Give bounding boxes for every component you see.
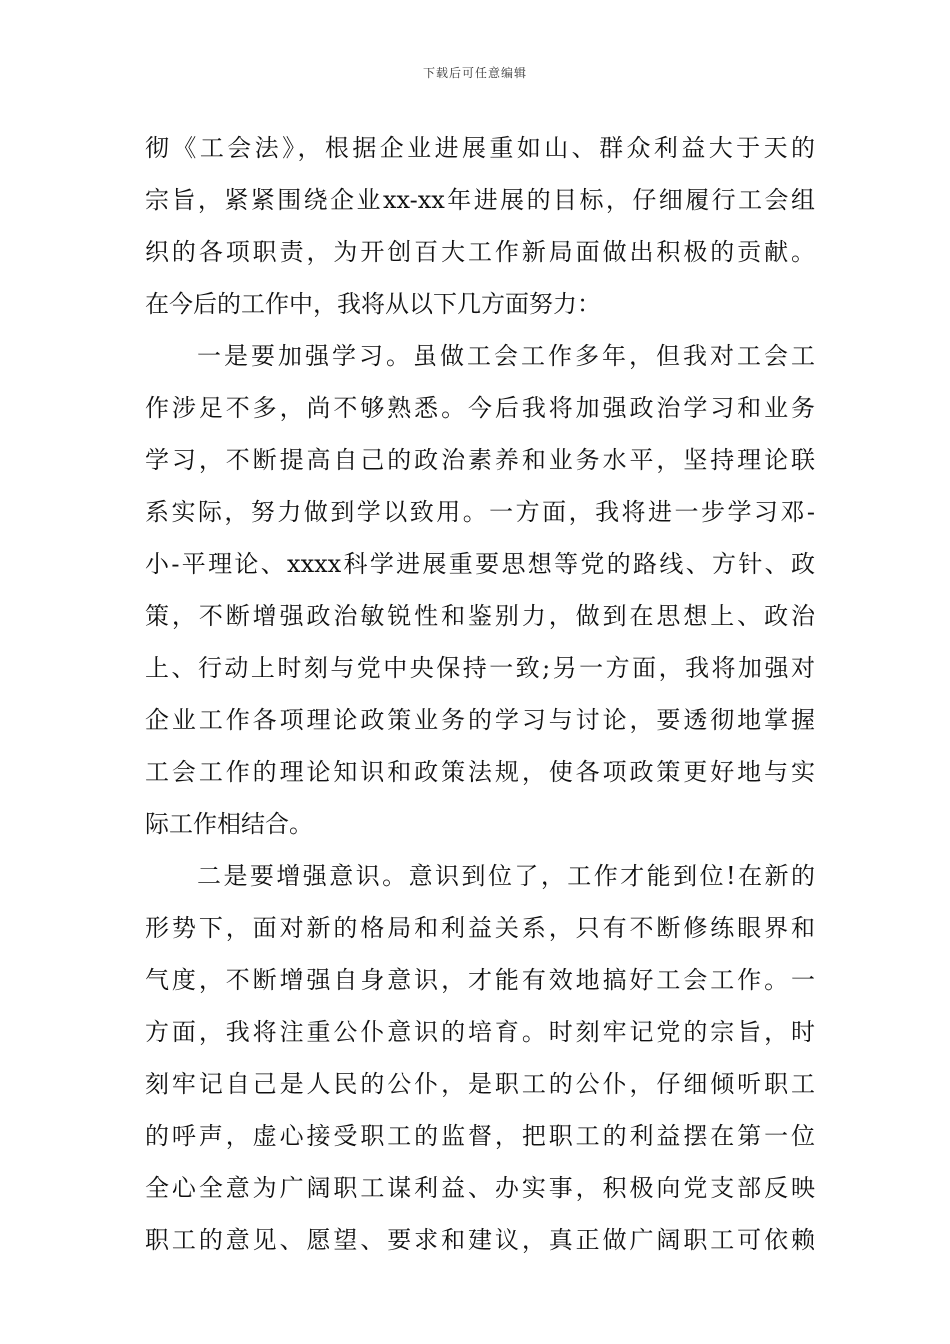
text-line: 方面，我将注重公仆意识的培育。时刻牢记党的宗旨，时 xyxy=(145,1018,815,1046)
text-line: 彻《工会法》，根据企业进展重如山、群众利益大于天的 xyxy=(145,134,815,162)
paragraph xyxy=(145,850,815,1266)
text-line: 小-平理论、xxxx科学进展重要思想等党的路线、方针、政 xyxy=(145,550,815,578)
text-line: 际工作相结合。 xyxy=(145,810,313,838)
page-header: 下载后可任意编辑 xyxy=(422,66,527,80)
text-line: 学习，不断提高自己的政治素养和业务水平，坚持理论联 xyxy=(145,446,815,474)
text-line: 一是要加强学习。虽做工会工作多年，但我对工会工 xyxy=(197,342,815,370)
text-line: 在今后的工作中，我将从以下几方面努力： xyxy=(145,290,601,318)
text-line: 策，不断增强政治敏锐性和鉴别力，做到在思想上、政治 xyxy=(145,602,815,630)
text-line: 织的各项职责，为开创百大工作新局面做出积极的贡献。 xyxy=(145,238,815,266)
text-line: 工会工作的理论知识和政策法规，使各项政策更好地与实 xyxy=(145,758,815,786)
text-line: 刻牢记自己是人民的公仆，是职工的公仆，仔细倾听职工 xyxy=(145,1070,815,1098)
text-line: 企业工作各项理论政策业务的学习与讨论，要透彻地掌握 xyxy=(145,706,815,734)
text-line: 形势下，面对新的格局和利益关系，只有不断修练眼界和 xyxy=(145,914,815,942)
text-line: 气度，不断增强自身意识，才能有效地搞好工会工作。一 xyxy=(145,966,815,994)
text-line: 上、行动上时刻与党中央保持一致;另一方面，我将加强对 xyxy=(145,654,815,682)
document-body xyxy=(145,122,815,1266)
text-line: 全心全意为广阔职工谋利益、办实事，积极向党支部反映 xyxy=(145,1174,815,1202)
text-line: 系实际，努力做到学以致用。一方面，我将进一步学习邓- xyxy=(145,498,815,526)
paragraph xyxy=(145,122,815,330)
text-line: 的呼声，虚心接受职工的监督，把职工的利益摆在第一位 xyxy=(145,1122,815,1150)
paragraph xyxy=(145,330,815,850)
text-line: 宗旨，紧紧围绕企业xx-xx年进展的目标，仔细履行工会组 xyxy=(145,186,815,214)
text-line: 作涉足不多，尚不够熟悉。今后我将加强政治学习和业务 xyxy=(145,394,815,422)
text-line: 二是要增强意识。意识到位了，工作才能到位!在新的 xyxy=(197,862,815,890)
text-line: 职工的意见、愿望、要求和建议，真正做广阔职工可依赖 xyxy=(145,1226,815,1254)
